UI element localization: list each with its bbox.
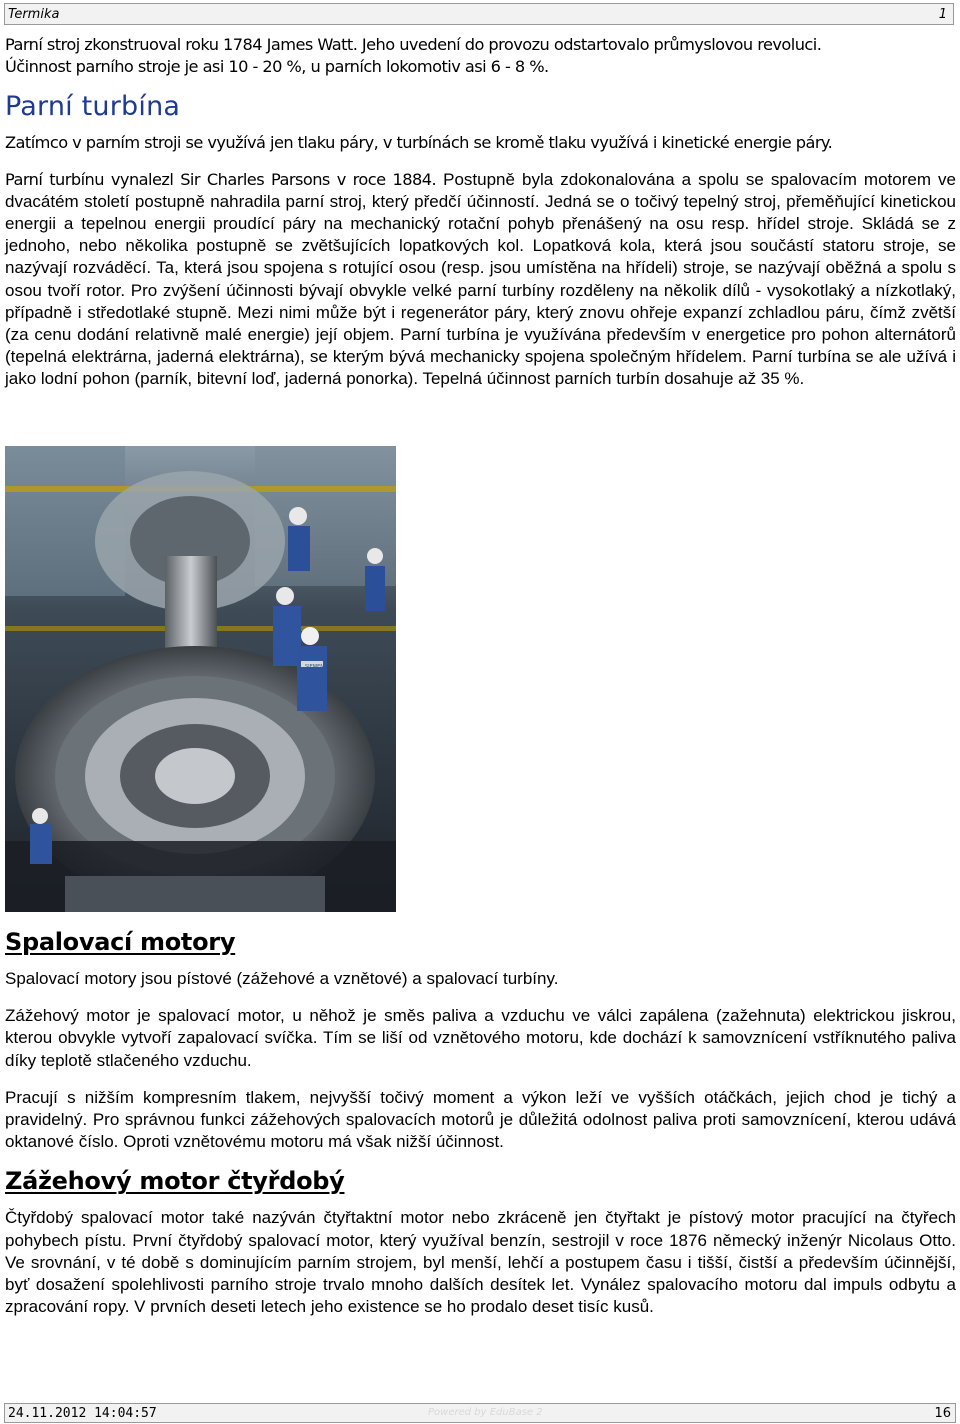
spalovaci-paragraph-3: Pracují s nižším kompresním tlakem, nejvyšší točivý moment a výkon leží ve vyšších otáčkách, jejich chod je tichý a pravidelný. Pro správnou funkci zážehových spalovacích motorů je důležitá odolnost paliva proti samovznícení, kterou udává oktanové číslo. Oproti vznětovému motoru má však nižší účinnost. xyxy=(5,1087,956,1152)
page-footer-bar xyxy=(4,1403,956,1423)
page-number: 1 xyxy=(938,7,947,22)
document-body xyxy=(5,34,956,391)
heading-spalovaci-motory: Spalovací motory xyxy=(5,928,236,956)
page-header-bar xyxy=(4,3,954,25)
photo-badge-text: SIEMENS xyxy=(305,664,328,670)
page-count: 16 xyxy=(934,1406,951,1421)
intro-line-2: Účinnost parního stroje je asi 10 - 20 %, u parních lokomotiv asi 6 - 8 %. xyxy=(5,57,549,77)
turbina-paragraph-2-body: Postupně byla zdokonalována a spolu se spalovacím motorem ve dvacátém století postupně nahradila parní stroj, který předčí účinností. Jedná se o točivý tepelný stroj, přeměňující kinetickou energii a tepelnou energii proudící páry na mechanický rotační pohyb přenášený na osu resp. hřídel stroje. Skládá se z jednoho, nebo několika postupně se zvětšujících lopatkových kol. Lopatková kola, která jsou součástí statoru stroje, se nazývají rozváděcí. Ta, která jsou spojena s rotující osou (resp. jsou umístěna na hřídeli) stroje, se nazývají oběžná a spolu s osou tvoří rotor. Pro zvýšení účinnosti bývají obvykle velké parní turbíny rozděleny na několik dílů - vysokotlaký a nízkotlaký, případně i středotlaké stupně. Mezi nimi může být i regenerátor páry, který znovu ohřeje expanzí zchladlou páru, čímž zvětší (za cenu dodání relativně malé energie) její objem. Parní turbína je využívána především v energetice pro pohon alternátorů (tepelná elektrárna, jaderná elektrárna), se kterým bývá mechanicky spojena společným hřídelem. Parní turbína se ale užívá i jako lodní pohon (parník, bitevní loď, jaderná ponorka). Tepelná účinnost parních turbín dosahuje až 35 %. xyxy=(5,169,956,389)
heading-parni-turbina: Parní turbína xyxy=(5,91,181,123)
print-timestamp: 24.11.2012 14:04:57 xyxy=(8,1406,157,1421)
spalovaci-paragraph-1: Spalovací motory jsou pístové (zážehové a vznětové) a spalovací turbíny. xyxy=(5,969,559,988)
intro-line-1: Parní stroj zkonstruoval roku 1784 James Watt. Jeho uvedení do provozu odstartovalo průmyslovou revoluci. xyxy=(5,35,822,54)
spalovaci-paragraph-2: Zážehový motor je spalovací motor, u něhož je směs paliva a vzduchu ve válci zapálena (zažehnuta) elektrickou jiskrou, kterou obvykle vytvoří zapalovací svíčka. Tím se liší od vznětového motoru, kde dochází k samovznícení vstříknutého paliva díky teplotě stlačeného vzduchu. xyxy=(5,1006,956,1070)
turbina-paragraph-1: Zatímco v parním stroji se využívá jen tlaku páry, v turbínách se kromě tlaku využívá i kinetické energie páry. xyxy=(5,133,833,153)
steam-turbine-photo xyxy=(5,446,396,912)
powered-by-watermark: Powered by EduBase 2 xyxy=(428,1407,543,1418)
heading-zazehovy-motor-ctyrdoby: Zážehový motor čtyřdobý xyxy=(5,1167,345,1196)
turbina-paragraph-2 xyxy=(5,169,956,391)
turbina-paragraph-2-lead: Parní turbínu vynalezl Sir Charles Parsons v roce 1884. xyxy=(5,169,437,189)
document-title: Termika xyxy=(8,7,60,22)
ctyrdoby-paragraph-1: Čtyřdobý spalovací motor také nazýván čtyřtaktní motor nebo zkráceně jen čtyřtakt je pístový motor pracující na čtyřech pohybech pístu. První čtyřdobý spalovací motor, který využíval benzín, sestrojil v roce 1876 německý inženýr Nicolaus Otto. Ve srovnání, v té době s dominujícím parním strojem, byl menší, lehčí a postupem času i tišší, čistší a především účinnější, byť dosažení spolehlivosti parního stroje trvalo mnoho dalších desítek let. Vynález spalovacího motoru dal impuls odbytu a zpracování ropy. V prvních deseti letech jeho existence se ho prodalo deset tisíc kusů. xyxy=(5,1208,956,1317)
document-body-lower xyxy=(5,928,956,1318)
